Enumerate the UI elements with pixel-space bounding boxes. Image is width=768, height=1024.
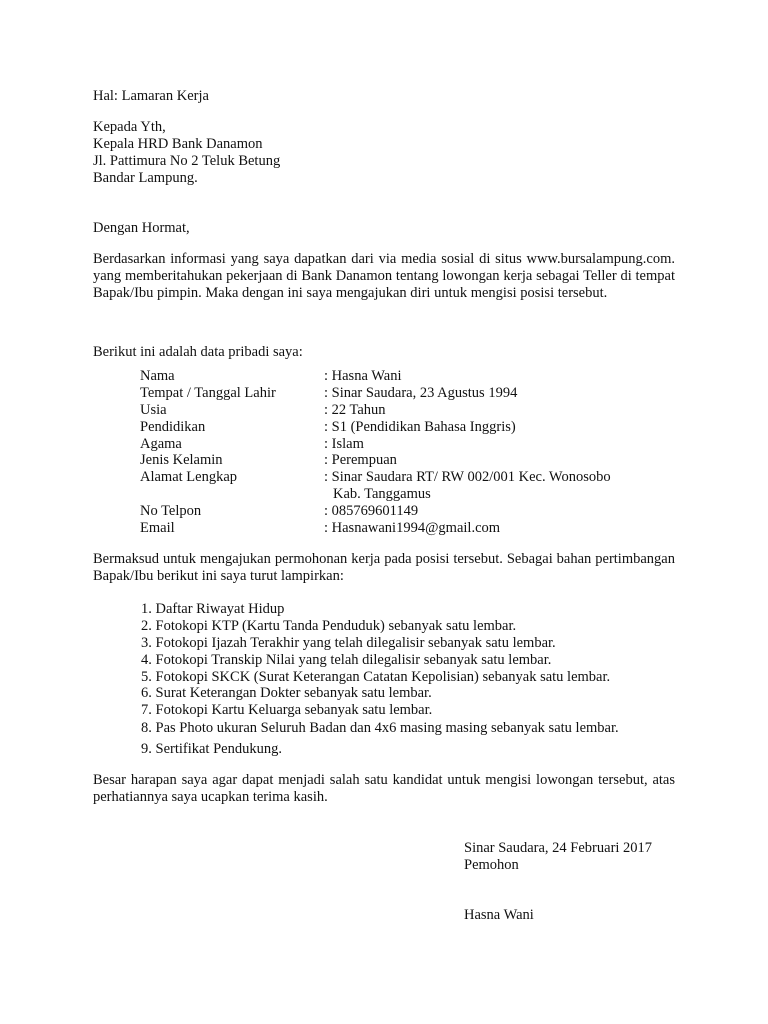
field-value-continued: Kab. Tanggamus [333, 486, 431, 502]
request-paragraph: Bermaksud untuk mengajukan permohonan kerja pada posisi tersebut. Sebagai bahan pertimbangan Bapak/Ibu berikut ini saya turut lampirkan: [93, 551, 675, 584]
field-label: Email [140, 520, 175, 536]
field-value: : Islam [324, 436, 364, 452]
closing-paragraph: Besar harapan saya agar dapat menjadi salah satu kandidat untuk mengisi lowongan tersebut, atas perhatiannya saya ucapkan terima kasih. [93, 772, 675, 805]
field-value: : 085769601149 [324, 503, 419, 519]
list-item: 7. Fotokopi Kartu Keluarga sebanyak satu lembar. [141, 702, 433, 718]
recipient-line: Kepada Yth, [93, 119, 166, 135]
field-label: No Telpon [140, 503, 202, 519]
data-intro: Berikut ini adalah data pribadi saya: [93, 344, 303, 360]
field-label: Agama [140, 436, 182, 452]
list-item: 2. Fotokopi KTP (Kartu Tanda Penduduk) sebanyak satu lembar. [141, 618, 517, 634]
subject-line: Hal: Lamaran Kerja [93, 88, 209, 104]
field-label: Tempat / Tanggal Lahir [140, 385, 276, 401]
field-value: : 22 Tahun [324, 402, 386, 418]
field-label: Nama [140, 368, 175, 384]
field-value: : Hasna Wani [324, 368, 402, 384]
field-label: Pendidikan [140, 419, 206, 435]
field-value: : Perempuan [324, 452, 397, 468]
field-label: Jenis Kelamin [140, 452, 223, 468]
greeting: Dengan Hormat, [93, 220, 190, 236]
list-item: 1. Daftar Riwayat Hidup [141, 601, 285, 617]
signature-name: Hasna Wani [464, 907, 534, 923]
intro-paragraph: Berdasarkan informasi yang saya dapatkan dari via media sosial di situs www.bursalampung.com. yang memberitahukan pekerjaan di Bank Danamon tentang lowongan kerja sebagai Teller di tempat Bapak/Ibu pimpin. Maka dengan ini saya mengajukan diri untuk mengisi posisi tersebut. [93, 251, 675, 301]
field-value: : Sinar Saudara RT/ RW 002/001 Kec. Wonosobo [324, 469, 611, 485]
field-value: : Sinar Saudara, 23 Agustus 1994 [324, 385, 518, 401]
field-value: : Hasnawani1994@gmail.com [324, 520, 501, 536]
recipient-line: Bandar Lampung. [93, 170, 198, 186]
signature-role: Pemohon [464, 857, 519, 873]
field-value: : S1 (Pendidikan Bahasa Inggris) [324, 419, 516, 435]
list-item: 6. Surat Keterangan Dokter sebanyak satu lembar. [141, 685, 432, 701]
list-item: 4. Fotokopi Transkip Nilai yang telah dilegalisir sebanyak satu lembar. [141, 652, 552, 668]
recipient-line: Jl. Pattimura No 2 Teluk Betung [93, 153, 281, 169]
field-label: Alamat Lengkap [140, 469, 238, 485]
recipient-line: Kepala HRD Bank Danamon [93, 136, 263, 152]
list-item: 9. Sertifikat Pendukung. [141, 741, 282, 757]
field-label: Usia [140, 402, 167, 418]
list-item: 8. Pas Photo ukuran Seluruh Badan dan 4x6 masing masing sebanyak satu lembar. [141, 720, 619, 736]
list-item: 5. Fotokopi SKCK (Surat Keterangan Catatan Kepolisian) sebanyak satu lembar. [141, 669, 611, 685]
signature-place-date: Sinar Saudara, 24 Februari 2017 [464, 840, 653, 856]
list-item: 3. Fotokopi Ijazah Terakhir yang telah dilegalisir sebanyak satu lembar. [141, 635, 556, 651]
